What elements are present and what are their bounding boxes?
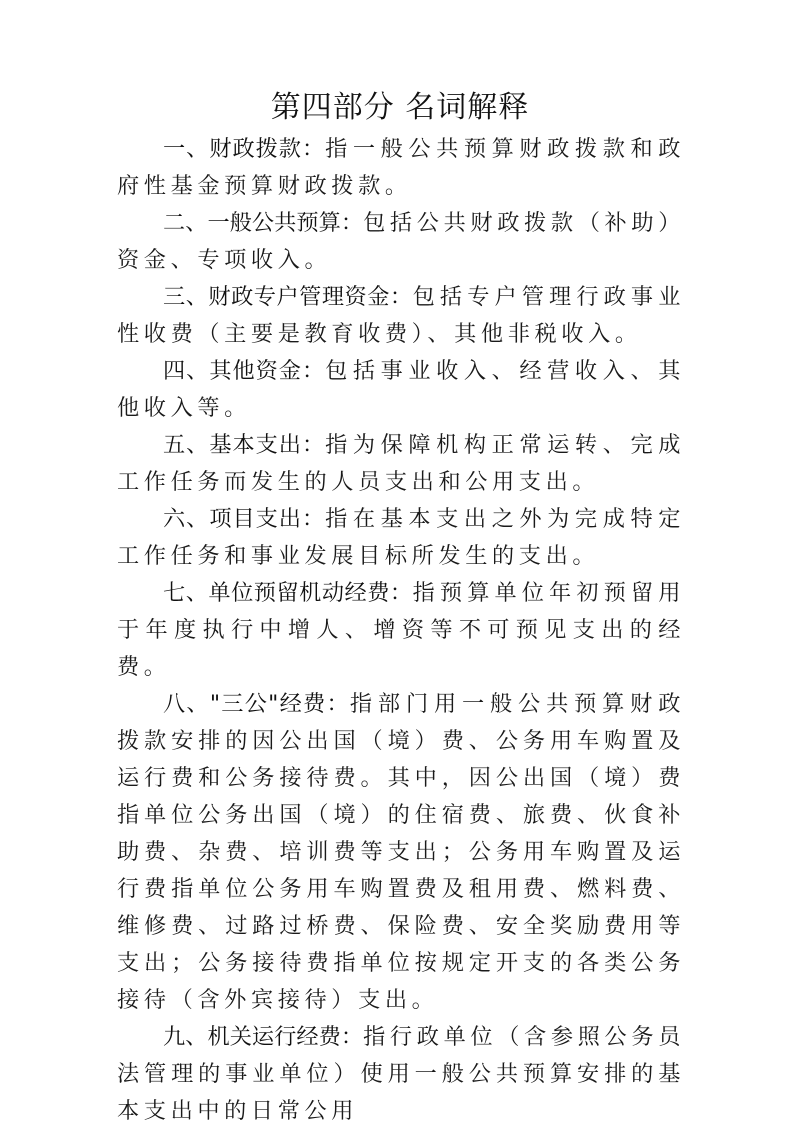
page-title: 第四部分 名词解释 (270, 90, 530, 125)
glossary-entry (117, 353, 685, 427)
glossary-entry (117, 427, 685, 501)
glossary-body (117, 131, 685, 1130)
entry-term: 八、"三公"经费： (163, 691, 350, 717)
entry-term: 三、财政专户管理资金： (163, 284, 413, 310)
entry-term: 七、单位预留机动经费： (163, 580, 413, 606)
entry-term: 五、基本支出： (163, 432, 326, 458)
entry-term: 九、机关运行经费： (163, 1024, 364, 1050)
glossary-entry (117, 279, 685, 353)
glossary-entry (117, 205, 685, 279)
glossary-entry (117, 686, 685, 1019)
entry-definition: 指部门用一般公共预算财政拨款安排的因公出国（境）费、公务用车购置及运行费和公务接待费。其中，因公出国（境）费指单位公务出国（境）的住宿费、旅费、伙食补助费、杂费、培训费等支出；公务用车购置及运行费指单位公务用车购置费及租用费、燃料费、维修费、过路过桥费、保险费、安全奖励费用等支出；公务接待费指单位按规定开支的各类公务接待（含外宾接待）支出。 (117, 691, 685, 1013)
entry-term: 四、其他资金： (163, 358, 326, 384)
glossary-entry (117, 131, 685, 205)
glossary-entry (117, 575, 685, 686)
entry-definition: 指预算单位年初预留用于年度执行中增人、增资等不可预见支出的经费。 (117, 580, 686, 680)
entry-term: 一、财政拨款： (163, 136, 326, 162)
entry-definition: 包括公共财政拨款（补助）资金、专项收入。 (117, 210, 686, 273)
entry-term: 二、一般公共预算： (163, 210, 364, 236)
entry-definition: 指行政单位（含参照公务员法管理的事业单位）使用一般公共预算安排的基本支出中的日常公用 (117, 1024, 686, 1124)
entry-term: 六、项目支出： (163, 506, 326, 532)
entry-definition: 指一般公共预算财政拨款和政府性基金预算财政拨款。 (117, 136, 685, 199)
entry-definition: 指在基本支出之外为完成特定工作任务和事业发展目标所发生的支出。 (117, 506, 685, 569)
entry-definition: 包括事业收入、经营收入、其他收入等。 (117, 358, 685, 421)
entry-definition: 包括专户管理行政事业性收费（主要是教育收费）、其他非税收入。 (117, 284, 686, 347)
glossary-entry (117, 1019, 685, 1130)
glossary-entry (117, 501, 685, 575)
entry-definition: 指为保障机构正常运转、完成工作任务而发生的人员支出和公用支出。 (117, 432, 685, 495)
